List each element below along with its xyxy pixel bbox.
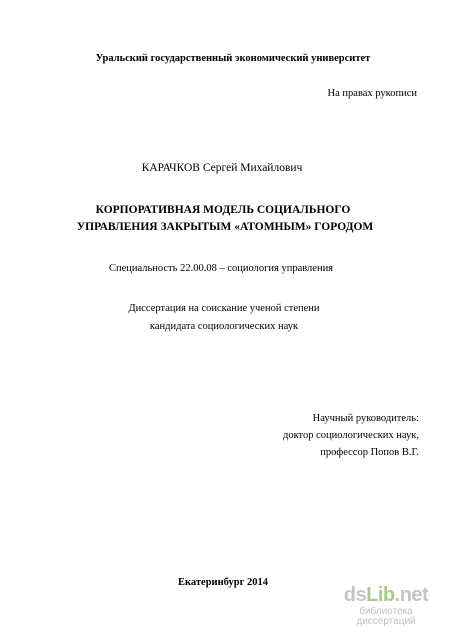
dslib-watermark — [330, 585, 442, 627]
logo-part-lib: Lib — [366, 584, 395, 606]
dslib-logo — [330, 585, 442, 605]
supervisor-label: Научный руководитель: — [312, 413, 419, 424]
city-year: Екатеринбург 2014 — [178, 577, 268, 588]
dissertation-degree-line-1: Диссертация на соискание ученой степени — [128, 303, 320, 314]
supervisor-degree: доктор социологических наук, — [283, 430, 419, 441]
watermark-subtitle: библиотека диссертаций — [356, 606, 416, 627]
thesis-title-line-2: УПРАВЛЕНИЯ ЗАКРЫТЫМ «АТОМНЫМ» ГОРОДОМ — [76, 221, 374, 233]
specialty: Специальность 22.00.08 – социология управления — [108, 263, 334, 274]
thesis-title-line-1: КОРПОРАТИВНАЯ МОДЕЛЬ СОЦИАЛЬНОГО — [95, 204, 351, 216]
author-name: КАРАЧКОВ Сергей Михайлович — [141, 162, 303, 174]
logo-part-ds: ds — [343, 584, 367, 606]
supervisor-name: профессор Попов В.Г. — [320, 447, 419, 458]
manuscript-note: На правах рукописи — [327, 88, 417, 99]
university-name: Уральский государственный экономический университет — [95, 53, 371, 64]
logo-part-net: .net — [394, 584, 429, 606]
dissertation-degree-line-2: кандидата социологических наук — [149, 321, 299, 332]
